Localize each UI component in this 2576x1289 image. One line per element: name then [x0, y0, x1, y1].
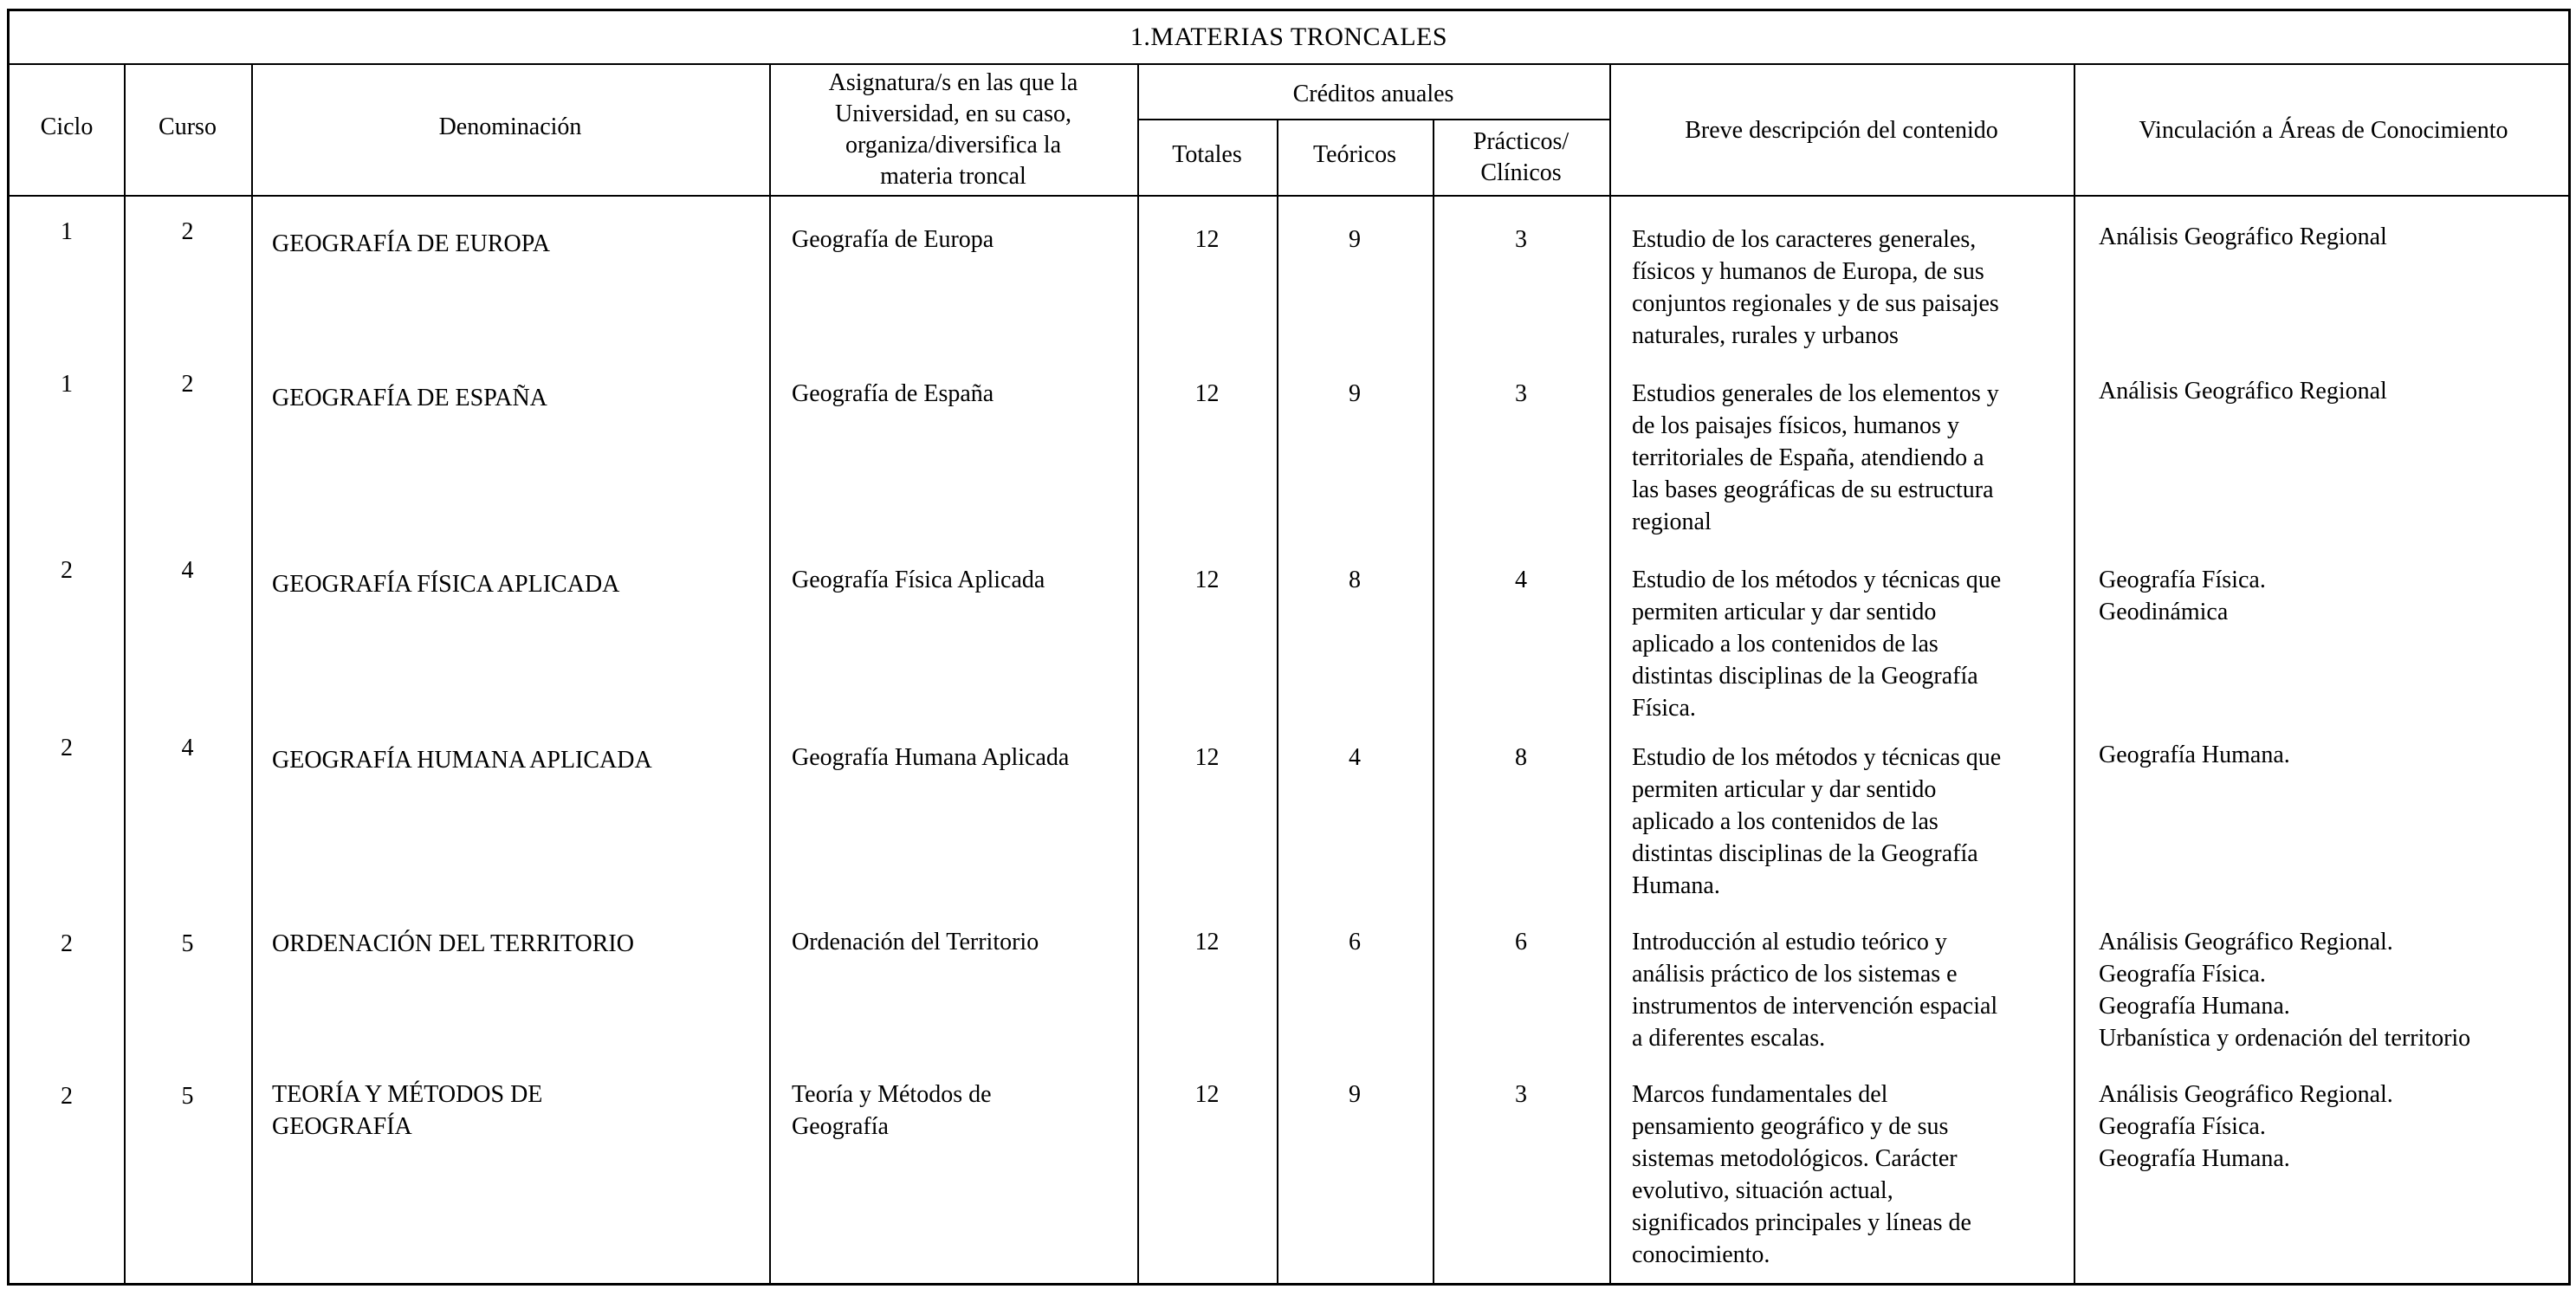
cell-denominacion: GEOGRAFÍA DE ESPAÑA	[272, 385, 547, 411]
cell-teoricos: 4	[1349, 744, 1361, 771]
cell-teoricos: 9	[1349, 380, 1361, 407]
cell-ciclo: 1	[61, 218, 73, 245]
cell-vinculacion: Análisis Geográfico Regional. Geografía Física. Geografía Humana. Urbanística y ordenación del territorio	[2099, 929, 2471, 1052]
header-descripcion: Breve descripción del contenido	[1685, 117, 1998, 144]
cell-ciclo: 2	[61, 930, 73, 957]
cell-totales: 12	[1194, 1081, 1220, 1108]
header-vinculacion: Vinculación a Áreas de Conocimiento	[2139, 117, 2508, 144]
cell-teoricos: 6	[1349, 929, 1361, 955]
cell-curso: 4	[181, 557, 194, 584]
cell-asignatura: Geografía de Europa	[792, 226, 994, 253]
cell-vinculacion: Geografía Humana.	[2099, 742, 2290, 768]
cell-curso: 5	[181, 930, 194, 957]
cell-curso: 5	[181, 1083, 194, 1110]
cell-denominacion: GEOGRAFÍA HUMANA APLICADA	[272, 747, 652, 774]
header-denominacion: Denominación	[438, 113, 582, 140]
cell-asignatura: Geografía de España	[792, 380, 994, 407]
cell-descripcion: Estudio de los métodos y técnicas que permiten articular y dar sentido aplicado a los contenidos de las distintas disciplinas de la Geografía Humana.	[1632, 744, 2002, 899]
cell-ciclo: 2	[61, 735, 73, 761]
cell-descripcion: Estudio de los caracteres generales, físicos y humanos de Europa, de sus conjuntos regionales y de sus paisajes naturales, rurales y urbanos	[1632, 226, 1999, 349]
cell-descripcion: Estudio de los métodos y técnicas que permiten articular y dar sentido aplicado a los contenidos de las distintas disciplinas de la Geografía Física.	[1632, 567, 2002, 722]
cell-vinculacion: Análisis Geográfico Regional	[2099, 378, 2387, 405]
header-creditos-anuales: Créditos anuales	[1292, 81, 1454, 107]
creditos-subheader-line	[1137, 119, 1609, 120]
cell-asignatura: Geografía Humana Aplicada	[792, 744, 1070, 771]
cell-totales: 12	[1194, 929, 1220, 955]
cell-curso: 2	[181, 371, 194, 398]
cell-ciclo: 1	[61, 371, 73, 398]
cell-denominacion: TEORÍA Y MÉTODOS DE GEOGRAFÍA	[272, 1081, 543, 1140]
header-totales: Totales	[1172, 141, 1242, 168]
cell-descripcion: Introducción al estudio teórico y análisis práctico de los sistemas e instrumentos de intervención espacial a diferentes escalas.	[1632, 929, 1998, 1052]
cell-totales: 12	[1194, 380, 1220, 407]
cell-totales: 12	[1194, 567, 1220, 593]
cell-vinculacion: Geografía Física. Geodinámica	[2099, 567, 2266, 625]
cell-denominacion: GEOGRAFÍA DE EUROPA	[272, 230, 551, 257]
cell-vinculacion: Análisis Geográfico Regional. Geografía Física. Geografía Humana.	[2099, 1081, 2393, 1172]
cell-curso: 4	[181, 735, 194, 761]
column-divider	[2074, 63, 2075, 1283]
cell-teoricos: 8	[1349, 567, 1361, 593]
cell-totales: 12	[1194, 744, 1220, 771]
table-title: 1.MATERIAS TRONCALES	[10, 11, 2568, 65]
column-divider	[1609, 63, 1611, 1283]
cell-asignatura: Teoría y Métodos de Geografía	[792, 1081, 992, 1140]
cell-practicos: 4	[1515, 567, 1527, 593]
header-asignatura: Asignatura/s en las que la Universidad, en su caso, organiza/diversifica la materia troncal	[828, 69, 1078, 190]
cell-teoricos: 9	[1349, 1081, 1361, 1108]
column-divider	[251, 63, 253, 1283]
header-bottom-line	[10, 195, 2568, 197]
cell-ciclo: 2	[61, 557, 73, 584]
cell-descripcion: Estudios generales de los elementos y de los paisajes físicos, humanos y territoriales de España, atendiendo a las bases geográficas de su estructura regional	[1632, 380, 1999, 535]
cell-denominacion: GEOGRAFÍA FÍSICA APLICADA	[272, 571, 620, 598]
cell-practicos: 3	[1515, 1081, 1527, 1108]
cell-denominacion: ORDENACIÓN DEL TERRITORIO	[272, 930, 634, 957]
cell-totales: 12	[1194, 226, 1220, 253]
header-ciclo: Ciclo	[40, 113, 94, 140]
header-practicos: Prácticos/ Clínicos	[1472, 128, 1570, 186]
cell-asignatura: Ordenación del Territorio	[792, 929, 1039, 955]
cell-teoricos: 9	[1349, 226, 1361, 253]
materias-troncales-table	[7, 9, 2571, 1286]
cell-descripcion: Marcos fundamentales del pensamiento geográfico y de sus sistemas metodológicos. Carácter evolutivo, situación actual, significados principales y líneas de conocimiento.	[1632, 1081, 1971, 1268]
cell-practicos: 6	[1515, 929, 1527, 955]
cell-practicos: 3	[1515, 380, 1527, 407]
cell-practicos: 3	[1515, 226, 1527, 253]
header-curso: Curso	[159, 113, 217, 140]
header-teoricos: Teóricos	[1312, 141, 1396, 168]
cell-asignatura: Geografía Física Aplicada	[792, 567, 1045, 593]
column-divider	[769, 63, 771, 1283]
cell-vinculacion: Análisis Geográfico Regional	[2099, 223, 2387, 250]
cell-ciclo: 2	[61, 1083, 73, 1110]
cell-curso: 2	[181, 218, 194, 245]
cell-practicos: 8	[1515, 744, 1527, 771]
